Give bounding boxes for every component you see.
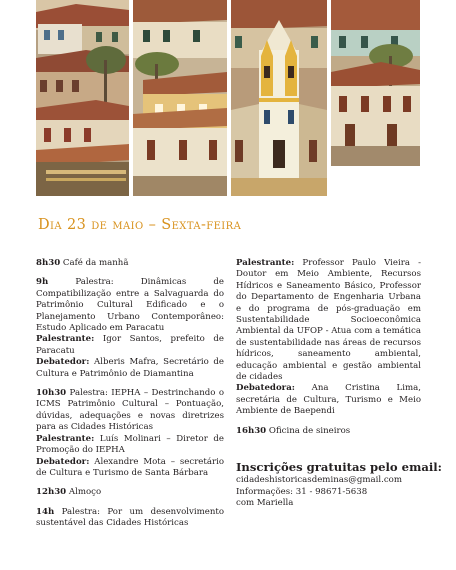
- entry-time: 16h30: [236, 425, 267, 436]
- speaker-text: Luís Molinari – Diretor de Promoção do IEPHA: [36, 433, 224, 456]
- speaker-label: Palestrante:: [36, 433, 95, 444]
- entry-time: 14h: [36, 506, 55, 517]
- schedule-entry: [36, 507, 224, 530]
- photo-colorful-houses-right: [331, 0, 420, 166]
- entry-time: 9h: [36, 277, 49, 288]
- speaker-label: Palestrante:: [36, 334, 95, 345]
- photo-church: [231, 0, 327, 196]
- schedule-left-column: [36, 258, 224, 538]
- photo-yellow-house-palms: [133, 0, 227, 196]
- debater-text: Alexandre Mota – secretário de Cultura e Turismo de Santa Bárbara: [36, 456, 224, 478]
- debater-text: Ana Cristina Lima, secretária de Cultura, Turismo e Meio Ambiente de Baependi: [236, 383, 421, 417]
- entry-time: 10h30: [36, 388, 67, 399]
- schedule-entry: [236, 258, 421, 418]
- entry-time: 12h30: [36, 487, 67, 498]
- speaker-label: Palestrante:: [236, 258, 295, 268]
- registration-contact: com Mariella: [236, 497, 294, 508]
- registration-title: Inscrições gratuitas pelo email:: [236, 460, 442, 475]
- photo-strip: [36, 0, 420, 196]
- debater-label: Debatedora:: [236, 383, 295, 394]
- entry-text: Almoço: [66, 487, 102, 498]
- entry-text: Café da manhã: [60, 258, 129, 268]
- debater-label: Debatedor:: [36, 456, 90, 467]
- day-heading: Dia 23 de maio – Sexta-feira: [38, 217, 242, 233]
- schedule-entry: [36, 277, 224, 380]
- entry-text: Palestra: IEPHA – Destrinchando o ICMS Patrimônio Cultural – Pontuação, dúvidas, adequações e novas diretrizes para as Cidades Históricas: [36, 388, 224, 433]
- registration-block: [236, 460, 442, 509]
- entry-text: Palestra: Por um desenvolvimento sustentável das Cidades Históricas: [36, 506, 224, 529]
- photo-colonial-houses-left: [36, 0, 129, 196]
- registration-email[interactable]: cidadeshistoricasdeminas@gmail.com: [236, 475, 402, 486]
- speaker-text: Igor Santos, prefeito de Paracatu: [36, 334, 224, 356]
- entry-text: Oficina de sineiros: [266, 425, 351, 436]
- schedule-entry: [36, 388, 224, 479]
- schedule-entry: [236, 426, 421, 437]
- schedule-entry: [36, 487, 224, 498]
- speaker-text: Professor Paulo Vieira - Doutor em Meio Ambiente, Recursos Hídricos e Saneamento Básico, Professor do Departamento de Engenharia Urbana e do programa de pós-graduação em Sustentabilidade Socioeconômica Ambiental da UFOP - Atua com a temática de sustentabilidade nas áreas de recursos hídricos, saneamento ambiental, educação ambiental e gestão ambiental de cidades: [236, 258, 421, 383]
- entry-time: 8h30: [36, 258, 61, 268]
- entry-text: Palestra: Dinâmicas de Compatibilização entre a Salvaguarda do Patrimônio Cultural Edificado e o Planejamento Urbano Contemporâneo: Estudo Aplicado em Paracatu: [36, 277, 224, 334]
- debater-text: Alberis Mafra, Secretário de Cultura e Patrimônio de Diamantina: [36, 357, 224, 379]
- registration-phone: Informações: 31 - 98671-5638: [236, 486, 368, 497]
- schedule-right-column: [236, 258, 442, 509]
- schedule-entry: [36, 258, 224, 269]
- debater-label: Debatedor:: [36, 357, 90, 368]
